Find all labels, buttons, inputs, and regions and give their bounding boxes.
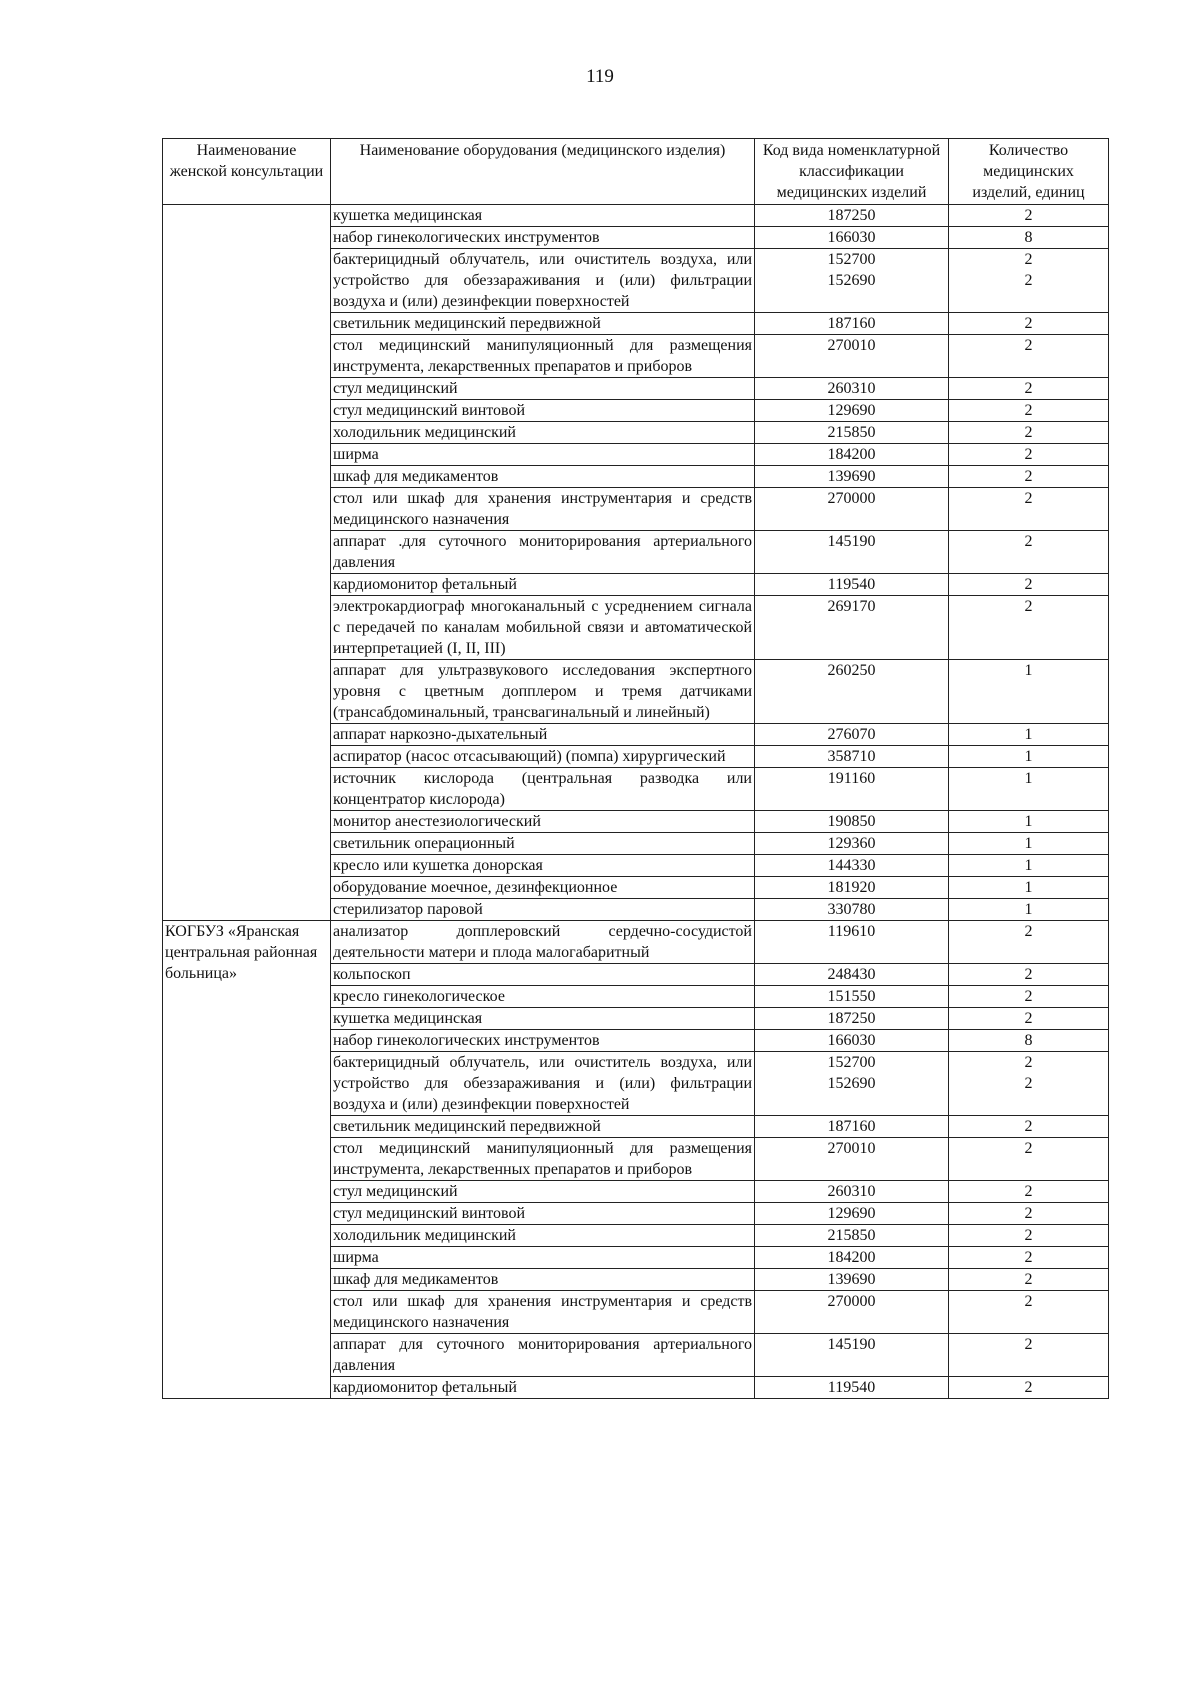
quantity-value: 2: [1024, 1118, 1033, 1135]
equipment-name: стол медицинский манипуляционный для размещения инструмента, лекарственных препаратов и приборов: [331, 1138, 755, 1181]
equipment-name: стул медицинский винтовой: [331, 1203, 755, 1225]
equipment-code: [755, 335, 949, 378]
equipment-code: [755, 1203, 949, 1225]
equipment-code: [755, 1269, 949, 1291]
equipment-quantity: [949, 249, 1109, 313]
code-value: 184200: [827, 1249, 876, 1266]
equipment-name: стол или шкаф для хранения инструментария и средств медицинского назначения: [331, 488, 755, 531]
quantity-value: 2: [1024, 923, 1033, 940]
equipment-name: анализатор допплеровский сердечно-сосудистой деятельности матери и плода малогабаритный: [331, 921, 755, 964]
equipment-quantity: [949, 986, 1109, 1008]
equipment-name: набор гинекологических инструментов: [331, 1030, 755, 1052]
code-value: 129690: [827, 402, 876, 419]
equipment-quantity: [949, 746, 1109, 768]
code-value: 191160: [827, 770, 876, 787]
quantity-value: 2: [1024, 966, 1033, 983]
header-quantity: Количество медицинских изделий, единиц: [949, 139, 1109, 205]
quantity-value: 2: [1024, 1379, 1033, 1396]
equipment-quantity: [949, 313, 1109, 335]
equipment-code: [755, 833, 949, 855]
equipment-quantity: [949, 1291, 1109, 1334]
equipment-name: источник кислорода (центральная разводка или концентратор кислорода): [331, 768, 755, 811]
code-value: 270010: [827, 337, 876, 354]
quantity-value: 1: [1024, 813, 1033, 830]
quantity-value: 1: [1024, 835, 1033, 852]
equipment-quantity: [949, 1377, 1109, 1399]
code-value: 270000: [827, 490, 876, 507]
equipment-quantity: [949, 811, 1109, 833]
quantity-value: 2: [1024, 533, 1033, 550]
code-value: 119540: [827, 576, 876, 593]
code-value: 129690: [827, 1205, 876, 1222]
equipment-name: стол медицинский манипуляционный для размещения инструмента, лекарственных препаратов и приборов: [331, 335, 755, 378]
quantity-value: 2: [1024, 337, 1033, 354]
equipment-name: бактерицидный облучатель, или очиститель воздуха, или устройство для обеззараживания и (или) фильтрации воздуха и (или) дезинфекции поверхностей: [331, 249, 755, 313]
equipment-name: шкаф для медикаментов: [331, 1269, 755, 1291]
equipment-name: аппарат для суточного мониторирования артериального давления: [331, 1334, 755, 1377]
code-value: 152690: [827, 1075, 876, 1092]
equipment-quantity: [949, 660, 1109, 724]
code-value: 139690: [827, 468, 876, 485]
equipment-name: монитор анестезиологический: [331, 811, 755, 833]
equipment-quantity: [949, 531, 1109, 574]
equipment-name: светильник операционный: [331, 833, 755, 855]
page-number: 119: [586, 66, 614, 87]
quantity-value: 1: [1024, 726, 1033, 743]
quantity-value: 2: [1024, 402, 1033, 419]
code-value: 166030: [827, 229, 876, 246]
table-header-row: [163, 139, 1109, 205]
table-row: [163, 921, 1109, 964]
quantity-value: 1: [1024, 662, 1033, 679]
quantity-value: 2: [1024, 1140, 1033, 1157]
equipment-code: [755, 1377, 949, 1399]
equipment-name: стерилизатор паровой: [331, 899, 755, 921]
code-value: 330780: [827, 901, 876, 918]
code-value: 248430: [827, 966, 876, 983]
equipment-quantity: [949, 1116, 1109, 1138]
equipment-quantity: [949, 1181, 1109, 1203]
code-value: 358710: [827, 748, 876, 765]
quantity-value: 1: [1024, 748, 1033, 765]
equipment-code: [755, 1138, 949, 1181]
header-consultation: Наименование женской консультации: [163, 139, 331, 205]
equipment-quantity: [949, 1225, 1109, 1247]
equipment-code: [755, 724, 949, 746]
equipment-quantity: [949, 1030, 1109, 1052]
code-value: 145190: [827, 1336, 876, 1353]
equipment-name: кушетка медицинская: [331, 1008, 755, 1030]
code-value: 129360: [827, 835, 876, 852]
code-value: 187250: [827, 1010, 876, 1027]
equipment-quantity: [949, 964, 1109, 986]
quantity-value: 2: [1024, 1205, 1033, 1222]
equipment-code: [755, 768, 949, 811]
equipment-code: [755, 531, 949, 574]
equipment-code: [755, 205, 949, 227]
equipment-name: аппарат .для суточного мониторирования артериального давления: [331, 531, 755, 574]
equipment-code: [755, 986, 949, 1008]
equipment-quantity: [949, 335, 1109, 378]
equipment-quantity: [949, 488, 1109, 531]
code-value: 270000: [827, 1293, 876, 1310]
equipment-name: бактерицидный облучатель, или очиститель воздуха, или устройство для обеззараживания и (или) фильтрации воздуха и (или) дезинфекции поверхностей: [331, 1052, 755, 1116]
code-value: 215850: [827, 1227, 876, 1244]
quantity-value: 2: [1024, 988, 1033, 1005]
equipment-code: [755, 313, 949, 335]
code-value: 119540: [827, 1379, 876, 1396]
equipment-table: [162, 138, 1109, 1399]
equipment-quantity: [949, 1334, 1109, 1377]
equipment-code: [755, 249, 949, 313]
equipment-quantity: [949, 899, 1109, 921]
quantity-value: 2: [1024, 576, 1033, 593]
equipment-name: ширма: [331, 1247, 755, 1269]
equipment-code: [755, 1291, 949, 1334]
code-value: 152690: [827, 272, 876, 289]
equipment-name: стул медицинский: [331, 378, 755, 400]
equipment-quantity: [949, 1008, 1109, 1030]
quantity-value: 2: [1024, 315, 1033, 332]
equipment-code: [755, 899, 949, 921]
code-value: 139690: [827, 1271, 876, 1288]
code-value: 145190: [827, 533, 876, 550]
quantity-value: 2: [1024, 1271, 1033, 1288]
quantity-value: 2: [1024, 1075, 1033, 1092]
equipment-quantity: [949, 205, 1109, 227]
equipment-code: [755, 466, 949, 488]
equipment-quantity: [949, 855, 1109, 877]
equipment-code: [755, 877, 949, 899]
equipment-code: [755, 1116, 949, 1138]
equipment-quantity: [949, 400, 1109, 422]
equipment-quantity: [949, 724, 1109, 746]
equipment-quantity: [949, 1269, 1109, 1291]
equipment-name: кардиомонитор фетальный: [331, 1377, 755, 1399]
equipment-code: [755, 964, 949, 986]
consultation-cell: КОГБУЗ «Яранская центральная районная больница»: [163, 921, 331, 1399]
equipment-name: стул медицинский винтовой: [331, 400, 755, 422]
code-value: 181920: [827, 879, 876, 896]
equipment-code: [755, 227, 949, 249]
equipment-name: кушетка медицинская: [331, 205, 755, 227]
equipment-quantity: [949, 378, 1109, 400]
quantity-value: 2: [1024, 490, 1033, 507]
equipment-name: электрокардиограф многоканальный с усреднением сигнала с передачей по каналам мобильной связи и автоматической интерпретацией (I, II, III): [331, 596, 755, 660]
equipment-code: [755, 574, 949, 596]
equipment-name: набор гинекологических инструментов: [331, 227, 755, 249]
equipment-quantity: [949, 921, 1109, 964]
equipment-name: кресло или кушетка донорская: [331, 855, 755, 877]
header-code: Код вида номенклатурной классификации медицинских изделий: [755, 139, 949, 205]
equipment-name: шкаф для медикаментов: [331, 466, 755, 488]
quantity-value: 2: [1024, 446, 1033, 463]
equipment-name: светильник медицинский передвижной: [331, 313, 755, 335]
code-value: 166030: [827, 1032, 876, 1049]
quantity-value: 2: [1024, 1249, 1033, 1266]
code-value: 152700: [827, 251, 876, 268]
code-value: 151550: [827, 988, 876, 1005]
equipment-quantity: [949, 877, 1109, 899]
equipment-code: [755, 1008, 949, 1030]
equipment-quantity: [949, 1052, 1109, 1116]
quantity-value: 2: [1024, 207, 1033, 224]
equipment-code: [755, 746, 949, 768]
equipment-quantity: [949, 466, 1109, 488]
equipment-name: светильник медицинский передвижной: [331, 1116, 755, 1138]
quantity-value: 2: [1024, 1227, 1033, 1244]
equipment-quantity: [949, 596, 1109, 660]
quantity-value: 2: [1024, 598, 1033, 615]
equipment-name: оборудование моечное, дезинфекционное: [331, 877, 755, 899]
quantity-value: 1: [1024, 901, 1033, 918]
equipment-quantity: [949, 1203, 1109, 1225]
equipment-code: [755, 596, 949, 660]
quantity-value: 2: [1024, 1183, 1033, 1200]
equipment-name: холодильник медицинский: [331, 422, 755, 444]
equipment-quantity: [949, 1138, 1109, 1181]
equipment-name: кресло гинекологическое: [331, 986, 755, 1008]
code-value: 187160: [827, 1118, 876, 1135]
quantity-value: 1: [1024, 879, 1033, 896]
equipment-code: [755, 1225, 949, 1247]
equipment-code: [755, 660, 949, 724]
equipment-name: кардиомонитор фетальный: [331, 574, 755, 596]
code-value: 187160: [827, 315, 876, 332]
code-value: 269170: [827, 598, 876, 615]
equipment-code: [755, 1334, 949, 1377]
equipment-code: [755, 1247, 949, 1269]
equipment-quantity: [949, 1247, 1109, 1269]
equipment-code: [755, 855, 949, 877]
equipment-code: [755, 488, 949, 531]
consultation-cell: [163, 205, 331, 921]
equipment-name: стул медицинский: [331, 1181, 755, 1203]
code-value: 270010: [827, 1140, 876, 1157]
quantity-value: 1: [1024, 857, 1033, 874]
equipment-code: [755, 422, 949, 444]
equipment-code: [755, 921, 949, 964]
equipment-name: холодильник медицинский: [331, 1225, 755, 1247]
code-value: 119610: [827, 923, 876, 940]
equipment-code: [755, 400, 949, 422]
code-value: 260250: [827, 662, 876, 679]
equipment-code: [755, 444, 949, 466]
equipment-name: кольпоскоп: [331, 964, 755, 986]
header-equipment: Наименование оборудования (медицинского изделия): [331, 139, 755, 205]
equipment-quantity: [949, 768, 1109, 811]
table-body: [163, 205, 1109, 1399]
equipment-quantity: [949, 444, 1109, 466]
quantity-value: 2: [1024, 1293, 1033, 1310]
equipment-quantity: [949, 574, 1109, 596]
table-row: [163, 205, 1109, 227]
quantity-value: 2: [1024, 272, 1033, 289]
code-value: 184200: [827, 446, 876, 463]
quantity-value: 2: [1024, 468, 1033, 485]
code-value: 187250: [827, 207, 876, 224]
quantity-value: 1: [1024, 770, 1033, 787]
equipment-name: аспиратор (насос отсасывающий) (помпа) хирургический: [331, 746, 755, 768]
code-value: 260310: [827, 1183, 876, 1200]
quantity-value: 2: [1024, 1010, 1033, 1027]
equipment-code: [755, 378, 949, 400]
equipment-name: аппарат для ультразвукового исследования экспертного уровня с цветным допплером и тремя датчиками (трансабдоминальный, трансвагинальный и линейный): [331, 660, 755, 724]
equipment-quantity: [949, 227, 1109, 249]
equipment-code: [755, 1030, 949, 1052]
equipment-name: ширма: [331, 444, 755, 466]
code-value: 144330: [827, 857, 876, 874]
equipment-quantity: [949, 833, 1109, 855]
equipment-name: аппарат наркозно-дыхательный: [331, 724, 755, 746]
code-value: 215850: [827, 424, 876, 441]
quantity-value: 2: [1024, 380, 1033, 397]
quantity-value: 2: [1024, 1054, 1033, 1071]
code-value: 276070: [827, 726, 876, 743]
code-value: 152700: [827, 1054, 876, 1071]
equipment-code: [755, 811, 949, 833]
quantity-value: 8: [1024, 229, 1033, 246]
equipment-name: стол или шкаф для хранения инструментария и средств медицинского назначения: [331, 1291, 755, 1334]
quantity-value: 2: [1024, 1336, 1033, 1353]
quantity-value: 8: [1024, 1032, 1033, 1049]
code-value: 190850: [827, 813, 876, 830]
equipment-quantity: [949, 422, 1109, 444]
quantity-value: 2: [1024, 251, 1033, 268]
quantity-value: 2: [1024, 424, 1033, 441]
equipment-code: [755, 1181, 949, 1203]
code-value: 260310: [827, 380, 876, 397]
equipment-code: [755, 1052, 949, 1116]
